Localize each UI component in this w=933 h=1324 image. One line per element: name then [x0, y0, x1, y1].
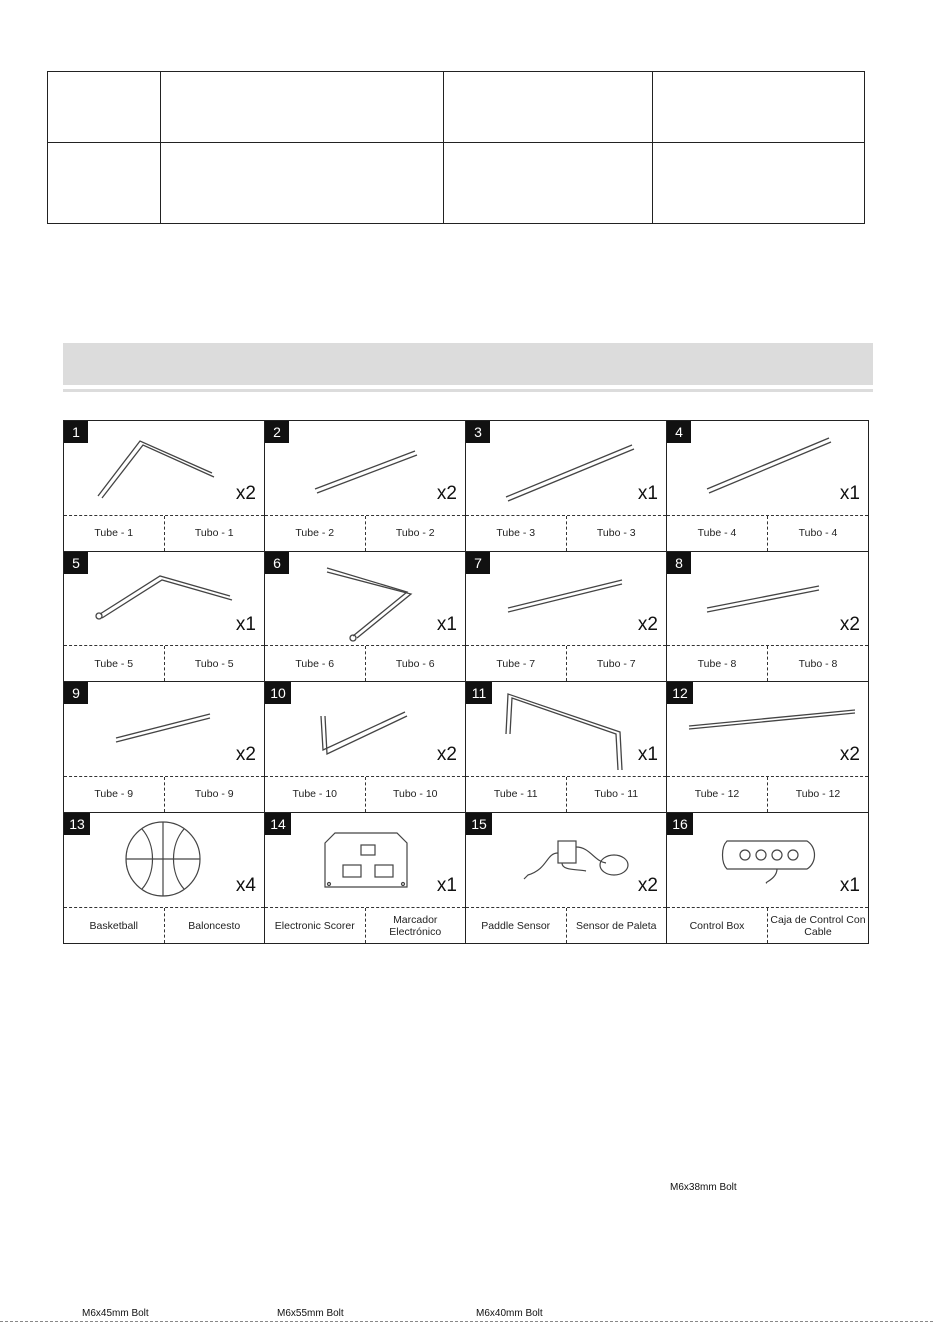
table-cell	[653, 143, 865, 224]
part-cell-14	[265, 813, 466, 944]
part-cell-4	[667, 421, 868, 552]
quantity: x1	[436, 613, 457, 635]
part-cell-2	[265, 421, 466, 552]
label-english: Tube - 12	[667, 777, 768, 812]
straight-tube-icon	[466, 552, 667, 646]
quantity: x2	[436, 744, 457, 765]
control-box-icon	[667, 813, 868, 907]
part-number: 1	[64, 421, 88, 443]
quantity: x1	[637, 483, 658, 504]
part-labels	[667, 776, 868, 812]
straight-tube-icon	[667, 552, 868, 646]
scoreboard-icon	[265, 813, 466, 907]
paddle-sensor-icon	[466, 813, 667, 907]
part-cell-13	[64, 813, 265, 944]
label-spanish: Caja de Control Con Cable	[770, 913, 866, 938]
label-english: Basketball	[64, 908, 165, 943]
bolt-label-m6x55: M6x55mm Bolt	[277, 1308, 344, 1319]
quantity: x2	[637, 613, 658, 635]
table-cell	[161, 143, 444, 224]
page-bottom-divider	[0, 1321, 933, 1322]
quantity: x1	[436, 874, 457, 896]
part-cell-5	[64, 552, 265, 683]
part-number: 2	[265, 421, 289, 443]
part-labels	[64, 515, 264, 551]
label-spanish: Tubo - 2	[395, 527, 435, 539]
label-spanish: Tubo - 4	[798, 527, 838, 539]
table-cell	[444, 72, 653, 143]
table-cell	[161, 72, 444, 143]
part-labels	[667, 907, 868, 943]
part-labels	[64, 907, 264, 943]
part-labels	[265, 907, 465, 943]
label-english: Tube - 10	[265, 777, 366, 812]
quantity: x2	[436, 483, 457, 504]
bent-tube-icon	[265, 552, 466, 646]
parts-grid	[63, 420, 869, 944]
basketball-icon	[64, 813, 265, 907]
straight-tube-icon	[64, 682, 265, 776]
part-cell-11	[466, 682, 667, 813]
part-labels	[466, 907, 666, 943]
long-tube-icon	[667, 682, 868, 776]
quantity: x2	[839, 613, 860, 635]
part-labels	[466, 515, 666, 551]
part-number: 16	[667, 813, 693, 835]
label-english: Control Box	[667, 908, 768, 943]
label-english: Tube - 8	[667, 646, 768, 681]
part-labels	[466, 776, 666, 812]
label-english: Electronic Scorer	[265, 908, 366, 943]
part-number: 12	[667, 682, 693, 704]
label-spanish: Tubo - 9	[194, 788, 234, 800]
table-cell	[653, 72, 865, 143]
part-number: 15	[466, 813, 492, 835]
label-english: Tube - 1	[64, 516, 165, 551]
label-spanish: Tubo - 8	[798, 657, 838, 670]
bolt-label-m6x40: M6x40mm Bolt	[476, 1308, 543, 1319]
table-cell	[48, 72, 161, 143]
part-labels	[667, 515, 868, 551]
part-labels	[265, 776, 465, 812]
label-spanish: Tubo - 1	[194, 527, 234, 539]
label-english: Tube - 11	[466, 777, 567, 812]
bent-tube-icon	[64, 421, 265, 515]
part-cell-3	[466, 421, 667, 552]
quantity: x1	[637, 744, 658, 765]
label-spanish: Tubo - 11	[594, 788, 639, 800]
quantity: x2	[235, 744, 256, 765]
label-spanish: Marcador Electrónico	[389, 913, 442, 938]
part-cell-7	[466, 552, 667, 683]
quantity: x2	[637, 874, 658, 896]
straight-tube-icon	[265, 421, 466, 515]
part-number: 9	[64, 682, 88, 704]
label-english: Tube - 3	[466, 516, 567, 551]
part-labels	[64, 776, 264, 812]
label-english: Tube - 4	[667, 516, 768, 551]
part-cell-6	[265, 552, 466, 683]
label-spanish: Tubo - 5	[194, 657, 234, 670]
bent-tube-icon	[64, 552, 265, 646]
part-number: 5	[64, 552, 88, 574]
bolt-label-m6x45: M6x45mm Bolt	[82, 1308, 149, 1319]
quantity: x2	[235, 483, 256, 504]
table-cell	[48, 143, 161, 224]
bent-tube-icon	[265, 682, 466, 776]
part-labels	[466, 645, 666, 681]
bolt-label-m6x38: M6x38mm Bolt	[670, 1182, 737, 1193]
part-number: 14	[265, 813, 291, 835]
part-cell-8	[667, 552, 868, 683]
quantity: x1	[839, 483, 860, 504]
label-spanish: Tubo - 10	[392, 788, 438, 800]
label-spanish: Baloncesto	[188, 919, 241, 932]
label-english: Tube - 6	[265, 646, 366, 681]
part-cell-16	[667, 813, 868, 944]
part-number: 3	[466, 421, 490, 443]
label-english: Tube - 7	[466, 646, 567, 681]
part-cell-15	[466, 813, 667, 944]
part-number: 6	[265, 552, 289, 574]
part-number: 8	[667, 552, 691, 574]
label-spanish: Sensor de Paleta	[575, 919, 657, 932]
part-number: 13	[64, 813, 90, 835]
table-cell	[444, 143, 653, 224]
label-english: Tube - 9	[64, 777, 165, 812]
label-english: Tube - 5	[64, 646, 165, 681]
label-english: Paddle Sensor	[466, 908, 567, 943]
quantity: x1	[235, 613, 256, 635]
part-labels	[667, 645, 868, 681]
label-spanish: Tubo - 6	[395, 657, 435, 670]
part-cell-12	[667, 682, 868, 813]
part-labels	[265, 515, 465, 551]
label-spanish: Tubo - 12	[795, 788, 841, 800]
part-number: 7	[466, 552, 490, 574]
part-labels	[64, 645, 264, 681]
straight-tube-icon	[667, 421, 868, 515]
part-number: 4	[667, 421, 691, 443]
part-number: 11	[466, 682, 492, 704]
section-divider	[63, 389, 873, 392]
part-cell-10	[265, 682, 466, 813]
label-english: Tube - 2	[265, 516, 366, 551]
header-table	[47, 71, 865, 224]
label-spanish: Tubo - 7	[596, 657, 636, 670]
part-number: 10	[265, 682, 291, 704]
quantity: x2	[839, 744, 860, 765]
quantity: x4	[235, 874, 256, 896]
straight-tube-icon	[466, 421, 667, 515]
part-labels	[265, 645, 465, 681]
part-cell-1	[64, 421, 265, 552]
label-spanish: Tubo - 3	[596, 527, 636, 539]
section-header-band	[63, 343, 873, 385]
frame-tube-icon	[466, 682, 667, 776]
quantity: x1	[839, 874, 860, 896]
part-cell-9	[64, 682, 265, 813]
